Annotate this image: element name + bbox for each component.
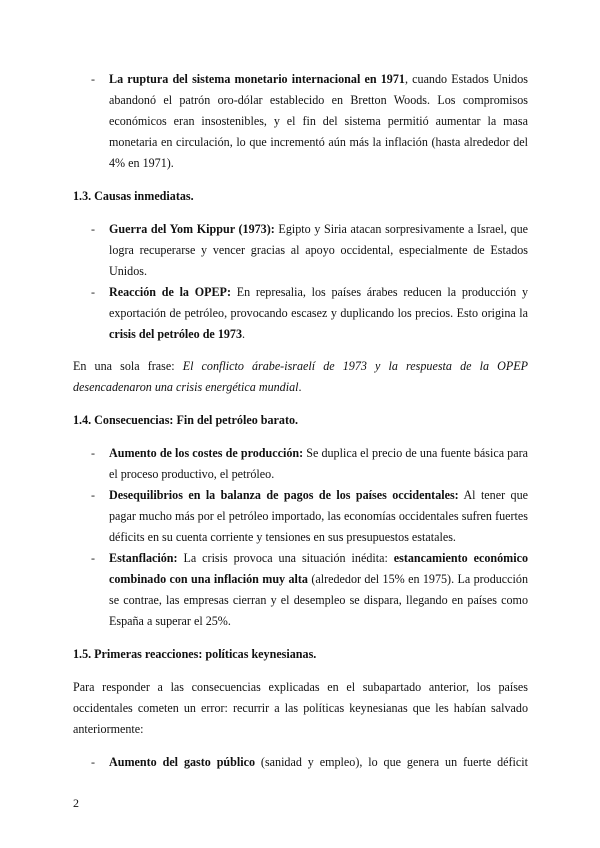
list-item-line: pagar mucho más por el petróleo importado, las economías occidentales sufren fuertes (109, 509, 528, 523)
list-item-line: económicos eran insostenibles, y el fin del sistema permitió aumentar la masa (109, 114, 528, 128)
section-heading-1-3: 1.3. Causas inmediatas. (73, 189, 194, 203)
list-item-line: Guerra del Yom Kippur (1973): Egipto y Siria atacan sorpresivamente a Israel, que (109, 222, 528, 236)
list-item-line: combinado con una inflación muy alta (alrededor del 15% en 1975). La producción (109, 572, 528, 586)
list-item-line: Desequilibrios en la balanza de pagos de los países occidentales: Al tener que (109, 488, 528, 502)
bullet-marker: - (91, 488, 95, 502)
list-item-line: Unidos. (109, 264, 147, 278)
paragraph-line: Para responder a las consecuencias explicadas en el subapartado anterior, los países (73, 680, 528, 694)
bullet-marker: - (91, 285, 95, 299)
list-item-line: el proceso productivo, el petróleo. (109, 467, 275, 481)
list-item-line: crisis del petróleo de 1973. (109, 327, 246, 341)
list-item-line: 4% en 1971). (109, 156, 174, 170)
list-item-line: abandonó el patrón oro-dólar establecido en Bretton Woods. Los compromisos (109, 93, 528, 107)
summary-line: En una sola frase: El conflicto árabe-israelí de 1973 y la respuesta de la OPEP (73, 359, 529, 373)
list-item-line: logra recuperarse y vencer gracias al apoyo occidental, especialmente de Estados (109, 243, 528, 257)
summary-line: desencadenaron una crisis energética mundial. (73, 380, 302, 394)
list-item-line: se contrae, las empresas cierran y el desempleo se dispara, llegando en países como (109, 593, 528, 607)
bullet-marker: - (91, 446, 95, 460)
bullet-marker: - (91, 755, 95, 769)
section-heading-1-5: 1.5. Primeras reacciones: políticas keynesianas. (73, 647, 317, 661)
list-item-line: Aumento del gasto público (sanidad y empleo), lo que genera un fuerte déficit (109, 755, 528, 769)
list-item-line: Reacción de la OPEP: En represalia, los países árabes reducen la producción y (109, 285, 528, 299)
list-item-line: exportación de petróleo, provocando escasez y duplicando los precios. Esto origina la (109, 306, 528, 320)
bullet-marker: - (91, 222, 95, 236)
bullet-marker: - (91, 551, 95, 565)
list-item-line: Estanflación: La crisis provoca una situación inédita: estancamiento económico (109, 551, 529, 565)
section-heading-1-4: 1.4. Consecuencias: Fin del petróleo barato. (73, 413, 299, 427)
list-item-line: España a superar el 25%. (109, 614, 231, 628)
list-item-line: monetaria en circulación, lo que incrementó aún más la inflación (hasta alrededor del (109, 135, 528, 149)
list-item-line: Aumento de los costes de producción: Se duplica el precio de una fuente básica para (109, 446, 528, 460)
paragraph-line: anteriormente: (73, 722, 144, 736)
list-item-line: déficits en su cuenta corriente y tensiones en sus presupuestos estatales. (109, 530, 456, 544)
page-number: 2 (73, 796, 79, 810)
paragraph-line: occidentales cometen un error: recurrir a las políticas keynesianas que les habían salvado (73, 701, 528, 715)
list-item-line: La ruptura del sistema monetario internacional en 1971, cuando Estados Unidos (109, 72, 528, 86)
bullet-marker: - (91, 72, 95, 86)
